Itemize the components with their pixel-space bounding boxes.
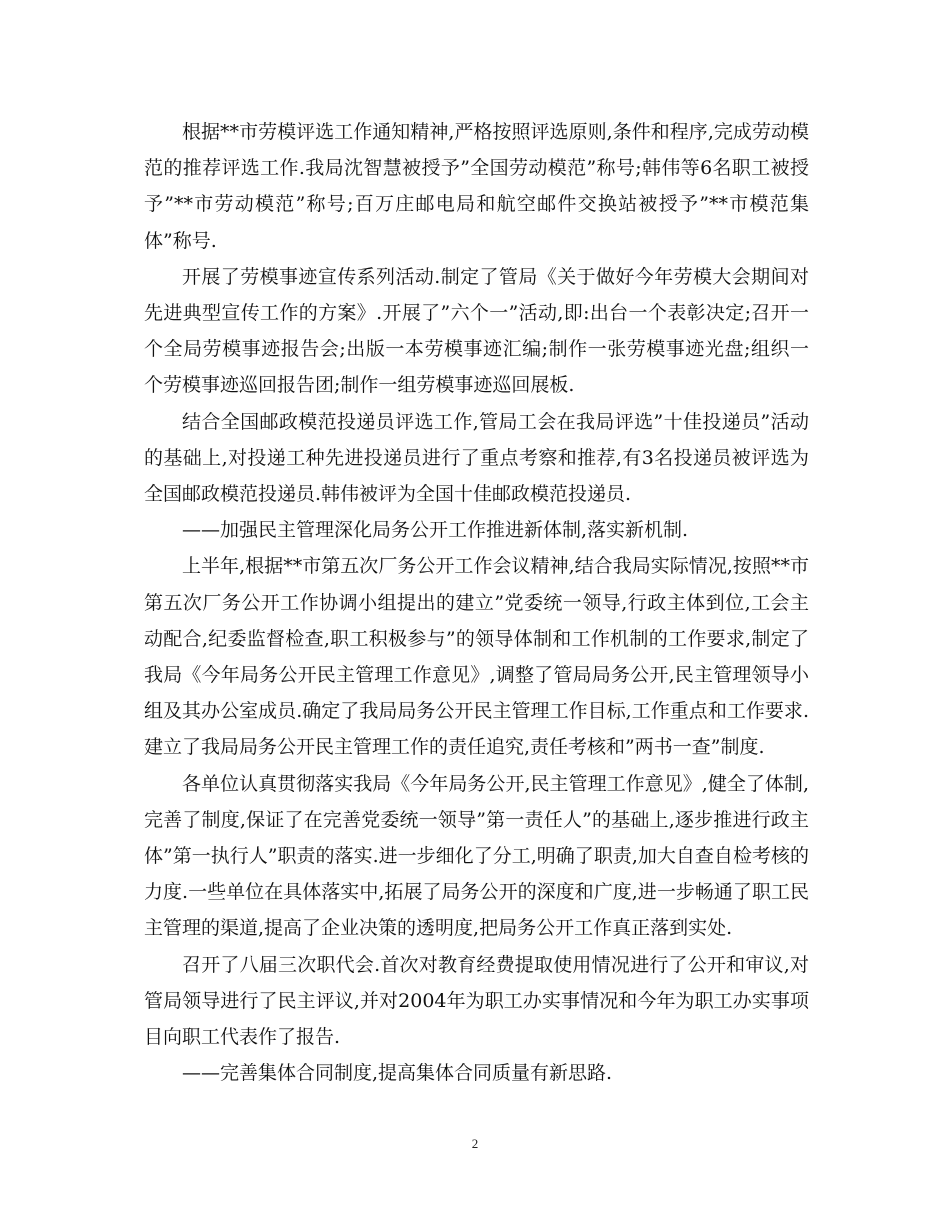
paragraph-first-half-year: 上半年,根据**市第五次厂务公开工作会议精神,结合我局实际情况,按照**市第五次厂务公开工作协调小组提出的建立”党委统一领导,行政主体到位,工会主动配合,纪委监督检查,职工积极参与”的领导体制和工作机制的工作要求,制定了我局《今年局务公开民主管理工作意见》,调整了管局局务公开,民主管理领导小组及其办公室成员.确定了我局局务公开民主管理工作目标,工作重点和工作要求.建立了我局局务公开民主管理工作的责任追究,责任考核和”两书一查”制度.	[144, 555, 809, 759]
paragraph-units-implementation: 各单位认真贯彻落实我局《今年局务公开,民主管理工作意见》,健全了体制,完善了制度,保证了在完善党委统一领导”第一责任人”的基础上,逐步推进行政主体”第一执行人”职责的落实.进一步细化了分工,明确了职责,加大自查自检考核的力度.一些单位在具体落实中,拓展了局务公开的深度和广度,进一步畅通了职工民主管理的渠道,提高了企业决策的透明度,把局务公开工作真正落到实处.	[144, 772, 809, 940]
page-number: 2	[471, 1136, 479, 1151]
section-heading-collective-contract: ——完善集体合同制度,提高集体合同质量有新思路.	[182, 1062, 613, 1085]
paragraph-postman-selection: 结合全国邮政模范投递员评选工作,管局工会在我局评选”十佳投递员”活动的基础上,对投递工种先进投递员进行了重点考察和推荐,有3名投递员被评选为全国邮政模范投递员.韩伟被评为全国十佳邮政模范投递员.	[144, 410, 809, 506]
paragraph-model-worker-publicity: 开展了劳模事迹宣传系列活动.制定了管局《关于做好今年劳模大会期间对先进典型宣传工作的方案》.开展了”六个一”活动,即:出台一个表彰决定;召开一个全局劳模事迹报告会;出版一本劳模事迹汇编;制作一张劳模事迹光盘;组织一个劳模事迹巡回报告团;制作一组劳模事迹巡回展板.	[144, 265, 809, 397]
paragraph-model-worker-selection: 根据**市劳模评选工作通知精神,严格按照评选原则,条件和程序,完成劳动模范的推荐评选工作.我局沈智慧被授予”全国劳动模范”称号;韩伟等6名职工被授予”**市劳动模范”称号;百万庄邮电局和航空邮件交换站被授予”**市模范集体”称号.	[144, 121, 809, 252]
document-body	[144, 114, 809, 1091]
section-heading-democratic-management: ——加强民主管理深化局务公开工作推进新体制,落实新机制.	[182, 519, 689, 542]
paragraph-workers-congress: 召开了八届三次职代会.首次对教育经费提取使用情况进行了公开和审议,对管局领导进行了民主评议,并对2004年为职工办实事情况和今年为职工办实事项目向职工代表作了报告.	[144, 953, 809, 1049]
